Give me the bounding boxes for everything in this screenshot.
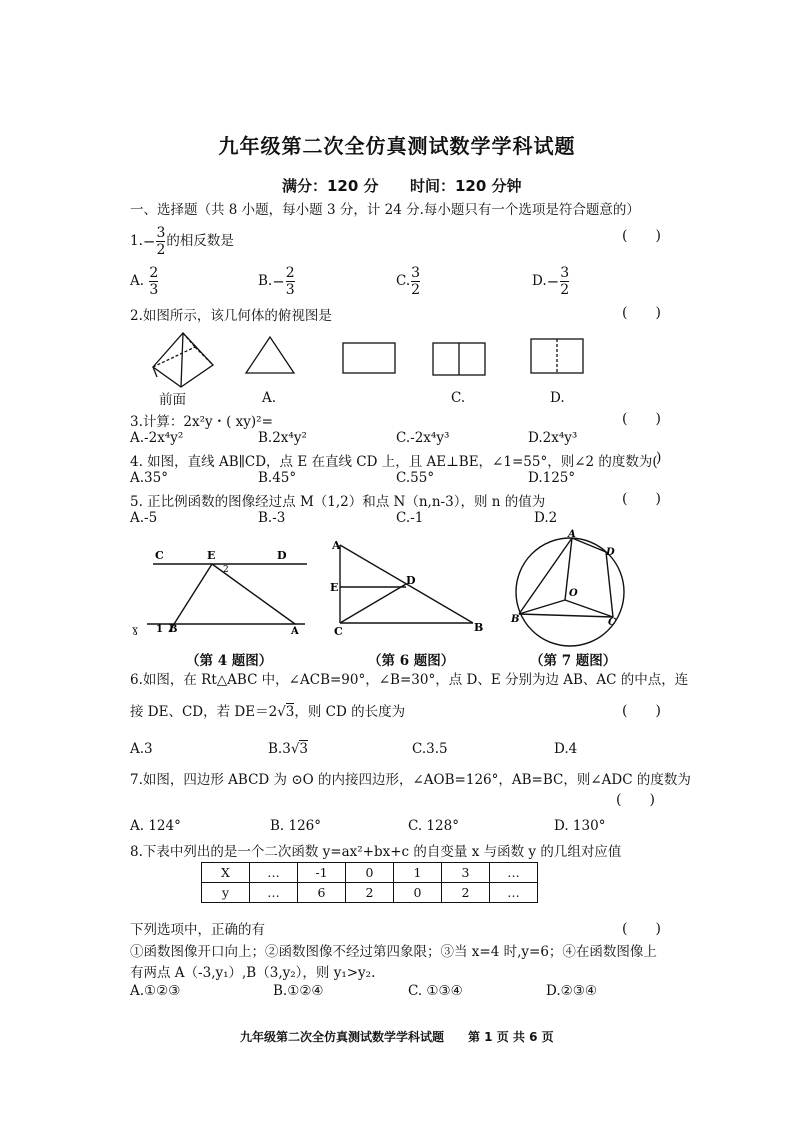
q6-sqrt: √3 bbox=[277, 704, 295, 720]
q5-option-d: D.2 bbox=[534, 510, 558, 526]
q1-option-d bbox=[532, 262, 570, 301]
q6-sqrt-radicand: 3 bbox=[285, 704, 295, 720]
q6-option-b-pre: B.3 bbox=[268, 741, 291, 757]
q3-stem: 3.计算：2x²y・( xy)²= bbox=[130, 414, 273, 430]
q4-option-b: B.45° bbox=[258, 470, 297, 486]
q8-option-d: D.②③④ bbox=[546, 983, 597, 999]
fig7-caption: （第 7 题图） bbox=[530, 653, 617, 669]
fig6-label-b: B bbox=[474, 621, 484, 634]
q8-statements-line2: 有两点 A（-3,y₁）,B（3,y₂），则 y₁>y₂. bbox=[130, 965, 376, 981]
q1-option-d-fraction bbox=[560, 265, 569, 298]
table-cell: 0 bbox=[346, 863, 394, 883]
table-cell: 2 bbox=[442, 883, 490, 903]
q7-line1: 7.如图，四边形 ABCD 为 ⊙O 的内接四边形，∠AOB=126°，AB=BC，则∠ADC 的度数为 bbox=[130, 772, 691, 788]
q1-option-b-label: B. bbox=[258, 273, 273, 289]
q3-option-b: B.2x⁴y² bbox=[258, 430, 307, 446]
q6-option-c: C.3.5 bbox=[412, 741, 448, 757]
fig4-label-b: B bbox=[169, 624, 178, 635]
q4-option-c: C.55° bbox=[396, 470, 435, 486]
fig4-caption: （第 4 题图） bbox=[186, 653, 273, 669]
table-cell: … bbox=[490, 863, 538, 883]
q1-numerator: 3 bbox=[156, 225, 166, 241]
q3-option-c: C.-2x⁴y³ bbox=[396, 430, 450, 446]
q8-question: 下列选项中，正确的有 bbox=[130, 922, 265, 938]
q6-line2-pre: 接 DE、CD，若 DE＝2 bbox=[130, 704, 278, 720]
q1-option-c-den: 2 bbox=[411, 282, 421, 298]
table-cell: … bbox=[490, 883, 538, 903]
q7-answer-paren: ( ) bbox=[616, 792, 655, 808]
q6-line2-post: ，则 CD 的长度为 bbox=[294, 704, 406, 720]
table-cell: 1 bbox=[394, 863, 442, 883]
q1-option-b-num: 2 bbox=[285, 265, 295, 281]
q1-option-a-fraction bbox=[149, 265, 158, 298]
q1-option-c-fraction bbox=[411, 265, 420, 298]
fig4-angle-1: 1 bbox=[156, 624, 163, 635]
q1-option-c bbox=[396, 262, 421, 300]
q3-option-a: A.-2x⁴y² bbox=[130, 430, 184, 446]
q1-option-b-fraction bbox=[286, 265, 295, 298]
fig6-label-d: D bbox=[406, 574, 416, 587]
fig4-label-d: D bbox=[277, 549, 287, 562]
q4-answer-paren-end: ) bbox=[656, 450, 662, 466]
q8-statements-line1: ①函数图像开口向上；②函数图像不经过第四象限；③当 x=4 时,y=6；④在函数图像上 bbox=[130, 944, 657, 960]
fig7-label-d: D bbox=[606, 547, 615, 558]
table-cell: 2 bbox=[346, 883, 394, 903]
q1-stem bbox=[130, 222, 234, 261]
fig4-label-e: E bbox=[207, 549, 216, 562]
q6-option-d: D.4 bbox=[554, 741, 578, 757]
q2-option-d-label: D. bbox=[550, 390, 565, 406]
fig7-label-b: B bbox=[511, 614, 520, 625]
q8-option-b: B.①②④ bbox=[273, 983, 324, 999]
fig6-label-e: E bbox=[330, 581, 339, 594]
q6-line2 bbox=[130, 700, 405, 720]
q6-line1: 6.如图，在 Rt△ABC 中，∠ACB=90°，∠B=30°，点 D、E 分别为边 AB、AC 的中点，连 bbox=[130, 672, 689, 688]
q1-option-b-sign: − bbox=[272, 272, 285, 291]
q3-option-d: D.2x⁴y³ bbox=[528, 430, 578, 446]
fig4-angle-2: 2 bbox=[223, 565, 229, 575]
fig7-label-o: O bbox=[569, 588, 578, 599]
exam-time: 时间：120 分钟 bbox=[410, 177, 522, 195]
q5-option-b: B.-3 bbox=[258, 510, 286, 526]
table-cell: 0 bbox=[394, 883, 442, 903]
figure-6 bbox=[328, 535, 488, 643]
figure-4 bbox=[125, 540, 315, 640]
q2-option-c-shape bbox=[433, 343, 485, 375]
q7-option-a: A. 124° bbox=[130, 818, 181, 834]
q7-option-d: D. 130° bbox=[554, 818, 606, 834]
q2-option-c-label: C. bbox=[451, 390, 466, 406]
fig6-label-a: A bbox=[332, 539, 341, 552]
q6-answer-paren: ( ) bbox=[622, 703, 661, 719]
q6-option-b-radicand: 3 bbox=[299, 741, 309, 757]
q8-stem: 8.下表中列出的是一个二次函数 y=ax²+bx+c 的自变量 x 与函数 y 的几组对应值 bbox=[130, 844, 622, 860]
q2-option-b-shape bbox=[343, 343, 395, 373]
fig6-label-c: C bbox=[334, 625, 343, 638]
fig7-label-a: A bbox=[568, 529, 576, 540]
q2-prism-figure bbox=[153, 333, 213, 387]
fig4-mark: ɣ bbox=[132, 625, 138, 636]
q1-option-b-den: 3 bbox=[285, 282, 295, 298]
table-cell: X bbox=[202, 863, 250, 883]
q1-option-c-label: C. bbox=[396, 273, 411, 289]
q8-option-a: A.①②③ bbox=[130, 983, 181, 999]
q5-option-c: C.-1 bbox=[396, 510, 424, 526]
q1-option-b bbox=[258, 262, 296, 301]
q1-answer-paren: ( ) bbox=[622, 228, 661, 244]
q5-option-a: A.-5 bbox=[130, 510, 158, 526]
q1-option-a-num: 2 bbox=[149, 265, 159, 281]
table-cell: … bbox=[250, 883, 298, 903]
q6-option-b: B.3√3 bbox=[268, 741, 309, 757]
table-cell: y bbox=[202, 883, 250, 903]
q8-value-table bbox=[201, 862, 538, 903]
q1-text: 的相反数是 bbox=[166, 233, 234, 249]
q2-option-a-shape bbox=[246, 337, 294, 373]
q2-stem: 2.如图所示，该几何体的俯视图是 bbox=[130, 308, 332, 324]
fig7-label-c: C bbox=[608, 617, 616, 628]
section-heading: 一、选择题（共 8 小题，每小题 3 分，计 24 分.每小题只有一个选项是符合题意的） bbox=[130, 202, 640, 218]
q1-option-d-den: 2 bbox=[560, 282, 570, 298]
q8-answer-paren: ( ) bbox=[622, 921, 661, 937]
q1-option-d-sign: − bbox=[546, 272, 560, 291]
page-title: 九年级第二次全仿真测试数学学科试题 bbox=[218, 134, 576, 158]
q1-option-d-label: D. bbox=[532, 273, 547, 289]
page-footer: 九年级第二次全仿真测试数学学科试题 第 1 页 共 6 页 bbox=[240, 1030, 554, 1044]
figure-7 bbox=[505, 526, 635, 648]
q1-option-d-num: 3 bbox=[560, 265, 570, 281]
q2-option-a-label: A. bbox=[262, 390, 277, 406]
q1-number: 1. bbox=[130, 233, 143, 249]
table-cell: -1 bbox=[298, 863, 346, 883]
full-score: 满分：120 分 bbox=[282, 177, 379, 195]
q7-option-c: C. 128° bbox=[408, 818, 459, 834]
fig4-label-c: C bbox=[155, 549, 164, 562]
q1-option-c-num: 3 bbox=[411, 265, 421, 281]
q4-stem: 4. 如图，直线 AB∥CD，点 E 在直线 CD 上，且 AE⊥BE，∠1=55°，则∠2 的度数为( bbox=[130, 454, 658, 470]
q2-answer-paren: ( ) bbox=[622, 305, 661, 321]
q1-option-a bbox=[130, 262, 159, 300]
q1-sign: − bbox=[142, 232, 156, 251]
q1-option-a-den: 3 bbox=[149, 282, 159, 298]
q1-option-a-label: A. bbox=[130, 273, 145, 289]
table-row bbox=[202, 883, 538, 903]
q2-front-label: 前面 bbox=[159, 392, 186, 408]
q7-option-b: B. 126° bbox=[270, 818, 322, 834]
q1-denominator: 2 bbox=[156, 242, 166, 258]
table-cell: 3 bbox=[442, 863, 490, 883]
q6-option-a: A.3 bbox=[130, 741, 153, 757]
q5-answer-paren: ( ) bbox=[622, 491, 661, 507]
q8-option-c: C. ①③④ bbox=[408, 983, 463, 999]
q4-option-a: A.35° bbox=[130, 470, 168, 486]
q1-fraction bbox=[156, 225, 165, 258]
q4-option-d: D.125° bbox=[528, 470, 576, 486]
table-row bbox=[202, 863, 538, 883]
table-cell: 6 bbox=[298, 883, 346, 903]
fig6-caption: （第 6 题图） bbox=[368, 653, 455, 669]
fig4-label-a: A bbox=[291, 626, 299, 637]
table-cell: … bbox=[250, 863, 298, 883]
q3-answer-paren: ( ) bbox=[622, 411, 661, 427]
q2-option-d-shape bbox=[531, 339, 583, 373]
q5-stem: 5. 正比例函数的图像经过点 M（1,2）和点 N（n,n-3），则 n 的值为 bbox=[130, 494, 546, 510]
